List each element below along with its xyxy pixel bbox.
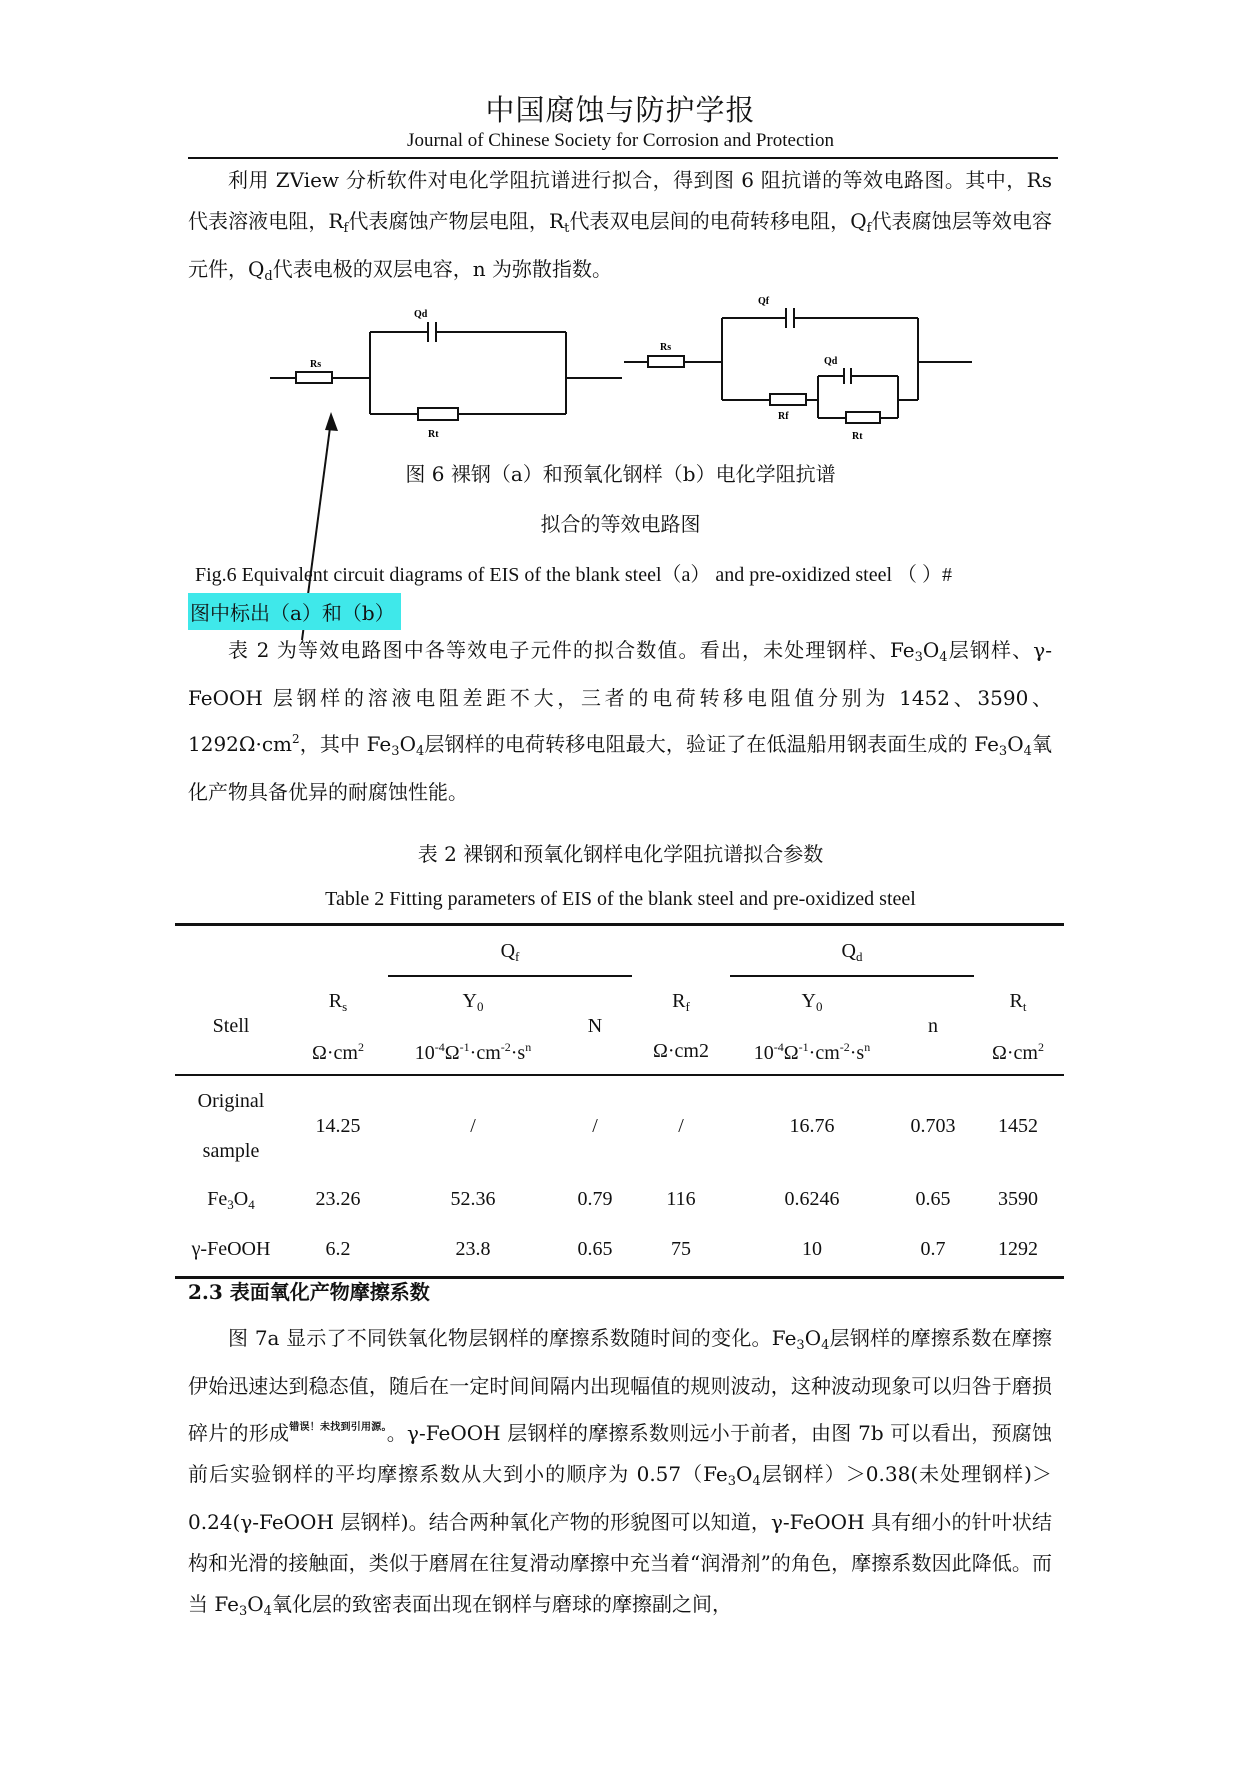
row2-name: $Fe_3O_4$ xyxy=(207,1188,255,1212)
row1-y0f: / xyxy=(470,1115,476,1137)
label-a-rt: Rt xyxy=(428,429,439,440)
table-top-rule xyxy=(175,923,1064,926)
qd-group-rule xyxy=(730,975,974,977)
row3-rt: 1292 xyxy=(998,1238,1038,1260)
header-n: n xyxy=(928,1015,938,1037)
figure6-caption-cn-line2: 拟合的等效电路图 xyxy=(540,512,701,536)
row3-y0d: 10 xyxy=(802,1238,822,1260)
highlighted-comment: 图中标出（a）和（b） xyxy=(188,593,401,630)
header-y0-qd-unit: $10^{-4}\Omega^{-1}\cdot cm^{-2}\cdot s^n$ xyxy=(753,1040,871,1064)
header-y0-qd: $Y_0$ xyxy=(801,990,823,1014)
paragraph-eis-fitting: 利用 ZView 分析软件对电化学阻抗谱进行拟合，得到图 6 阻抗谱的等效电路图。其中，Rs 代表溶液电阻，$R_f$代表腐蚀产物层电阻，$R_t$代表双电层间的电荷转移电阻，$Q_f$代表腐蚀层等效电容元件，$Q_d$代表电极的双层电容，n 为弥散指数。 xyxy=(188,168,1052,284)
section-heading: 2.3 表面氧化产物摩擦系数 xyxy=(188,1280,430,1304)
header-rf: $R_f$ xyxy=(672,990,690,1014)
paragraph-table2-intro: 表 2 为等效电路图中各等效电子元件的拟合数值。看出，未处理钢样、$Fe_3O_4$层钢样、γ-FeOOH 层钢样的溶液电阻差距不大，三者的电荷转移电阻值分别为 1452、3590、$1292\Omega\cdot cm^2$，其中 $Fe_3O_4$层钢样的电荷转移电阻最大，验证了在低温船用钢表面生成的 $Fe_3O_4$氧化产物具备优异的耐腐蚀性能。 xyxy=(188,638,1053,804)
row3-N: 0.65 xyxy=(577,1238,613,1260)
label-b-rs: Rs xyxy=(660,342,672,353)
header-y0-qf-unit: $10^{-4}\Omega^{-1}\cdot cm^{-2}\cdot s^n$ xyxy=(414,1040,532,1064)
row2-y0d: 0.6246 xyxy=(784,1188,840,1210)
row3-rs: 6.2 xyxy=(325,1238,351,1260)
reference-error: 错误！未找到引用源。 xyxy=(289,1422,387,1433)
label-a-qd: Qd xyxy=(414,309,428,320)
row1-name-line2: sample xyxy=(202,1140,260,1162)
header-rt: $R_t$ xyxy=(1009,990,1027,1014)
journal-title-en: Journal of Chinese Society for Corrosion and Protection xyxy=(407,130,834,151)
label-b-qf: Qf xyxy=(758,296,770,307)
row1-N: / xyxy=(592,1115,598,1137)
table2-caption-en: Table 2 Fitting parameters of EIS of the blank steel and pre-oxidized steel xyxy=(325,888,916,910)
row1-rf: / xyxy=(678,1115,684,1137)
label-b-rf: Rf xyxy=(778,411,789,422)
header-qd: $Q_d$ xyxy=(841,940,863,964)
qf-group-rule xyxy=(388,975,632,977)
header-y0-qf: $Y_0$ xyxy=(462,990,484,1014)
header-rf-unit: Ω·cm2 xyxy=(653,1040,709,1062)
header-N: N xyxy=(587,1015,603,1037)
annotation-arrow xyxy=(0,0,1241,700)
header-rs: $R_s$ xyxy=(328,990,348,1014)
row2-n: 0.65 xyxy=(915,1188,951,1210)
row2-rt: 3590 xyxy=(998,1188,1038,1210)
figure6-caption-cn-line1: 图 6 裸钢（a）和预氧化钢样（b）电化学阻抗谱 xyxy=(405,462,836,486)
row3-n: 0.7 xyxy=(920,1238,946,1260)
paragraph-friction: 图 7a 显示了不同铁氧化物层钢样的摩擦系数随时间的变化。$Fe_3O_4$层钢样的摩擦系数在摩擦伊始迅速达到稳态值，随后在一定时间间隔内出现幅值的规则波动，这种波动现象可以归咎于磨损碎片的形成$^{错误!未找到引用源。}$。γ-FeOOH 层钢样的摩擦系数则远小于前者，由图 7b 可以看出，预腐蚀前后实验钢样的平均摩擦系数从大到小的顺序为 $0.57(Fe_3O_4$层钢样）＞0.38(未处理钢样)＞0.24(γ-FeOOH 层钢样)。结合两种氧化产物的形貌图可以知道，γ-FeOOH 具有细小的针叶状结构和光滑的接触面，类似于磨屑在往复滑动摩擦中充当着“润滑剂”的角色，摩擦系数因此降低。而当 $Fe_3O_4$氧化层的致密表面出现在钢样与磨球的摩擦副之间， xyxy=(188,1326,1053,1619)
row2-rs: 23.26 xyxy=(315,1188,361,1210)
row2-N: 0.79 xyxy=(577,1188,613,1210)
row1-name-line1: Original xyxy=(197,1090,265,1112)
table-header-rule xyxy=(175,1074,1064,1076)
row2-rf: 116 xyxy=(666,1188,696,1210)
row1-rt: 1452 xyxy=(998,1115,1038,1137)
label-b-qd: Qd xyxy=(824,356,838,367)
header-rs-unit: $\Omega\cdot cm^2$ xyxy=(312,1040,364,1064)
header-stell: Stell xyxy=(212,1015,250,1037)
header-rt-unit: $\Omega\cdot cm^2$ xyxy=(992,1040,1044,1064)
row1-n: 0.703 xyxy=(910,1115,956,1137)
row3-name: γ-FeOOH xyxy=(191,1238,271,1260)
row1-y0d: 16.76 xyxy=(789,1115,835,1137)
row1-rs: 14.25 xyxy=(315,1115,361,1137)
row3-y0f: 23.8 xyxy=(455,1238,491,1260)
label-b-rt: Rt xyxy=(852,431,863,442)
table2-caption-cn: 表 2 裸钢和预氧化钢样电化学阻抗谱拟合参数 xyxy=(417,842,824,866)
row3-rf: 75 xyxy=(671,1238,691,1260)
header-qf: $Q_f$ xyxy=(500,940,520,964)
figure6-caption-en: Fig.6 Equivalent circuit diagrams of EIS of the blank steel（a） and pre-oxidized steel （ ）# xyxy=(195,564,953,586)
row2-y0f: 52.36 xyxy=(450,1188,496,1210)
journal-title-cn: 中国腐蚀与防护学报 xyxy=(485,93,756,127)
label-a-rs: Rs xyxy=(310,359,322,370)
